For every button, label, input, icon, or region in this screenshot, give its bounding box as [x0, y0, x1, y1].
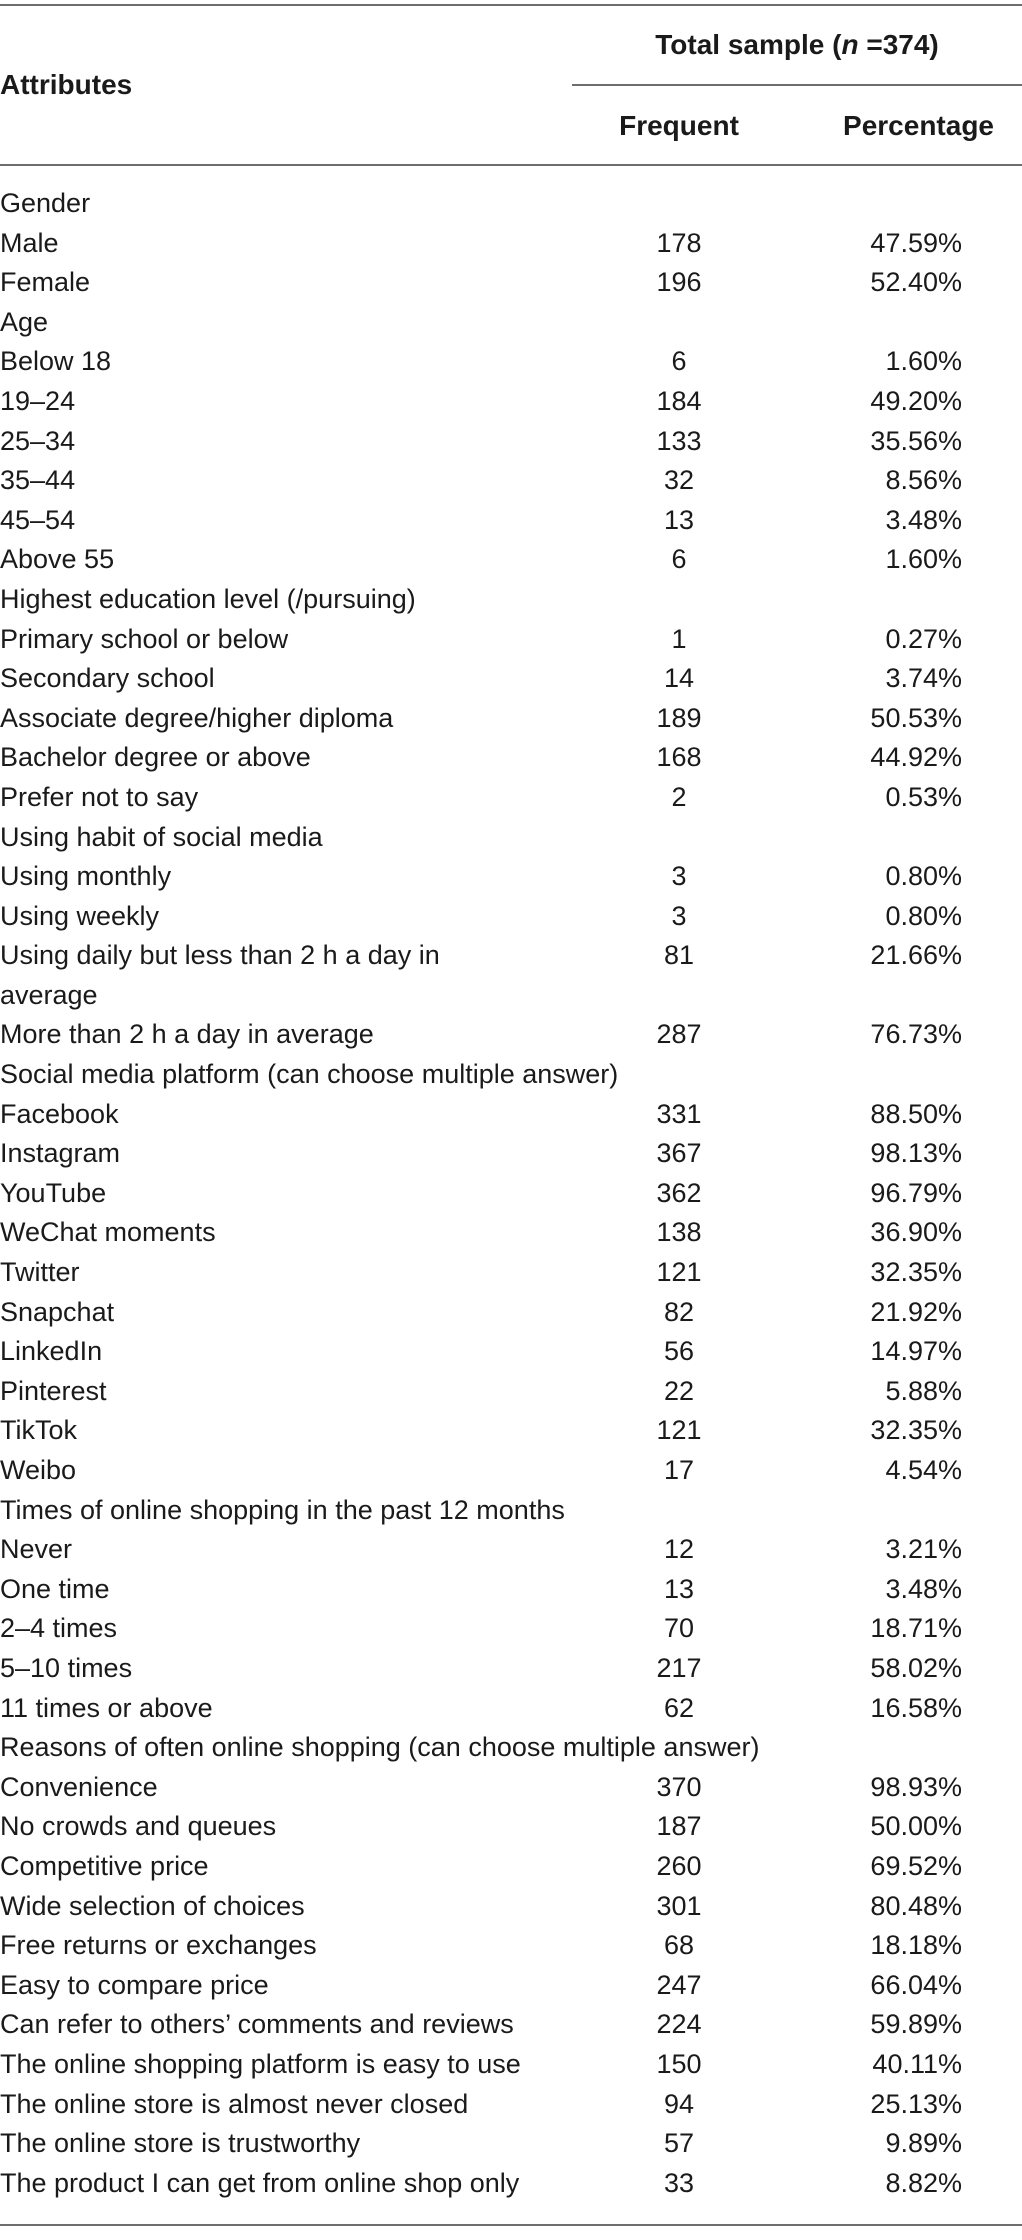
attribute-label: Bachelor degree or above [0, 742, 311, 773]
table-row [0, 1253, 1022, 1293]
frequent-value: 189 [656, 702, 702, 733]
percentage-value: 98.13% [870, 1138, 962, 1169]
frequent-value: 70 [663, 1613, 695, 1644]
percentage-value: 47.59% [870, 227, 962, 258]
attribute-label: Twitter [0, 1257, 80, 1288]
attribute-label: The online store is trustworthy [0, 2128, 361, 2159]
percentage-value: 35.56% [870, 425, 962, 456]
frequent-value: 187 [656, 1811, 702, 1842]
table-row [0, 1847, 1022, 1887]
percentage-value: 14.97% [870, 1336, 962, 1367]
frequent-value: 33 [663, 2167, 695, 2198]
table-row [0, 1768, 1022, 1808]
frequent-value: 331 [656, 1098, 702, 1129]
percentage-value: 0.53% [885, 781, 962, 812]
percentage-value: 50.00% [870, 1811, 962, 1842]
table-row [0, 1411, 1022, 1451]
table-row [0, 263, 1022, 303]
table-row [0, 1293, 1022, 1333]
percentage-value: 18.71% [870, 1613, 962, 1644]
percentage-value: 50.53% [870, 702, 962, 733]
percentage-value: 3.48% [885, 504, 962, 535]
frequent-value: 133 [656, 425, 702, 456]
attribute-label: Competitive price [0, 1850, 209, 1881]
frequent-value: 1 [671, 623, 687, 654]
percentage-value: 3.21% [885, 1534, 962, 1565]
table-row [0, 1213, 1022, 1253]
table-row [0, 2045, 1022, 2085]
percentage-value: 66.04% [870, 1969, 962, 2000]
percentage-value: 32.35% [870, 1257, 962, 1288]
table-row [0, 1807, 1022, 1847]
section-header-row [0, 1055, 1022, 1095]
table-row [0, 1174, 1022, 1214]
frequent-value: 2 [671, 781, 687, 812]
attribute-label: 45–54 [0, 504, 76, 535]
section-header-row [0, 1728, 1022, 1768]
table-row [0, 1570, 1022, 1610]
frequent-value: 168 [656, 742, 702, 773]
percentage-value: 1.60% [885, 544, 962, 575]
attribute-label: LinkedIn [0, 1336, 103, 1367]
percentage-value: 69.52% [870, 1850, 962, 1881]
attribute-label: 5–10 times [0, 1652, 133, 1683]
table-row [0, 1095, 1022, 1135]
frequent-value: 68 [663, 1930, 695, 1961]
attribute-label: 2–4 times [0, 1613, 118, 1644]
frequent-value: 362 [656, 1177, 702, 1208]
percentage-value: 9.89% [885, 2128, 962, 2159]
table-row [0, 1926, 1022, 1966]
percentage-value: 80.48% [870, 1890, 962, 1921]
percentage-value: 16.58% [870, 1692, 962, 1723]
frequent-value: 32 [663, 465, 695, 496]
attribute-label: The online store is almost never closed [0, 2088, 469, 2119]
table-row [0, 2005, 1022, 2045]
table-row [0, 738, 1022, 778]
attribute-label: No crowds and queues [0, 1811, 277, 1842]
percentage-value: 98.93% [870, 1771, 962, 1802]
attribute-label: Facebook [0, 1098, 119, 1129]
frequent-value: 56 [663, 1336, 695, 1367]
attribute-label: 25–34 [0, 425, 76, 456]
frequent-value: 150 [656, 2048, 702, 2079]
percentage-value: 21.92% [870, 1296, 962, 1327]
percentage-value: 21.66% [870, 940, 962, 971]
attribute-label: Primary school or below [0, 623, 289, 654]
attribute-label: Male [0, 227, 59, 258]
percentage-value: 8.82% [885, 2167, 962, 2198]
frequent-value: 247 [656, 1969, 702, 2000]
section-header-row [0, 184, 1022, 224]
attribute-label: YouTube [0, 1177, 107, 1208]
percentage-value: 5.88% [885, 1375, 962, 1406]
attribute-label: Pinterest [0, 1375, 107, 1406]
percentage-value: 4.54% [885, 1455, 962, 1485]
table-row [0, 778, 1022, 818]
percentage-value: 88.50% [870, 1098, 962, 1129]
attributes-header: Attributes [0, 69, 133, 100]
attribute-label: More than 2 h a day in average [0, 1019, 374, 1050]
percentage-value: 96.79% [870, 1177, 962, 1208]
table-row [0, 897, 1022, 937]
attribute-label: Female [0, 267, 91, 298]
frequent-value: 13 [663, 504, 695, 535]
section-label: Using habit of social media [0, 821, 323, 852]
table-row [0, 857, 1022, 897]
table-row [0, 342, 1022, 382]
frequent-value: 12 [663, 1534, 695, 1565]
table-row [0, 2124, 1022, 2164]
section-label: Reasons of often online shopping (can choose multiple answer) [0, 1732, 760, 1763]
attribute-label: Using monthly [0, 861, 172, 892]
percentage-value: 18.18% [870, 1930, 962, 1961]
attribute-label: The online shopping platform is easy to use [0, 2048, 521, 2079]
section-label: Gender [0, 188, 91, 218]
table-row [0, 1966, 1022, 2006]
percentage-value: 0.27% [885, 623, 962, 654]
frequent-value: 224 [656, 2009, 702, 2040]
frequent-value: 22 [663, 1375, 695, 1406]
frequent-value: 62 [663, 1692, 695, 1723]
frequent-value: 217 [656, 1652, 702, 1683]
frequent-value: 287 [656, 1019, 702, 1050]
section-header-row [0, 818, 1022, 858]
attribute-label: 19–24 [0, 385, 76, 416]
attribute-label: Convenience [0, 1771, 158, 1802]
attribute-label: One time [0, 1573, 110, 1604]
attribute-label: Can refer to others’ comments and reviews [0, 2009, 514, 2040]
section-label: Age [0, 306, 49, 337]
attribute-label: TikTok [0, 1415, 78, 1446]
attribute-label: Associate degree/higher diploma [0, 702, 394, 733]
attribute-label: 11 times or above [0, 1692, 213, 1723]
section-header-row [0, 580, 1022, 620]
percentage-value: 52.40% [870, 267, 962, 298]
percentage-value: 58.02% [870, 1652, 962, 1683]
frequent-value: 57 [663, 2128, 695, 2159]
table-row [0, 540, 1022, 580]
frequent-value: 17 [663, 1455, 695, 1485]
table-row [0, 461, 1022, 501]
percentage-value: 59.89% [870, 2009, 962, 2040]
section-label: Highest education level (/pursuing) [0, 583, 416, 614]
frequent-value: 260 [656, 1850, 702, 1881]
table-row [0, 1530, 1022, 1570]
frequent-value: 184 [656, 385, 702, 416]
frequent-value: 13 [663, 1573, 695, 1604]
percentage-value: 8.56% [885, 465, 962, 496]
table-row [0, 1451, 1022, 1491]
attribute-label: Never [0, 1534, 73, 1565]
spanner-rule [572, 84, 1022, 86]
table-row [0, 620, 1022, 660]
section-header-row [0, 1491, 1022, 1531]
total-sample-n: n [841, 29, 859, 60]
percentage-value: 3.74% [885, 663, 962, 694]
percentage-value: 1.60% [885, 346, 962, 377]
table-row [0, 1134, 1022, 1174]
frequent-value: 196 [656, 267, 702, 298]
attribute-label: 35–44 [0, 465, 76, 496]
table-row [0, 1609, 1022, 1649]
percentage-value: 76.73% [870, 1019, 962, 1050]
attribute-label: Using weekly [0, 900, 160, 931]
percentage-value: 3.48% [885, 1573, 962, 1604]
table-row [0, 1372, 1022, 1412]
frequent-value: 94 [663, 2088, 695, 2119]
attribute-label: Weibo [0, 1455, 77, 1485]
total-sample-suffix: =374) [858, 29, 939, 60]
attribute-label: Snapchat [0, 1296, 115, 1327]
table-row [0, 1015, 1022, 1055]
table-top-rule [0, 4, 1022, 6]
attribute-label: WeChat moments [0, 1217, 216, 1248]
frequent-value: 370 [656, 1771, 702, 1802]
frequent-value: 6 [671, 346, 687, 377]
percentage-value: 44.92% [870, 742, 962, 773]
percentage-value: 0.80% [885, 900, 962, 931]
attribute-label: Using daily but less than 2 h a day in average [0, 940, 440, 1010]
header-bottom-rule [0, 164, 1022, 166]
table-body [0, 184, 1022, 2203]
frequent-value: 81 [663, 940, 695, 971]
frequent-value: 138 [656, 1217, 702, 1248]
frequent-value: 301 [656, 1890, 702, 1921]
attribute-label: Secondary school [0, 663, 215, 694]
percentage-value: 40.11% [872, 2048, 962, 2079]
percentage-value: 25.13% [870, 2088, 962, 2119]
frequent-value: 178 [656, 227, 702, 258]
attribute-label: Prefer not to say [0, 781, 199, 812]
percentage-value: 49.20% [870, 385, 962, 416]
percentage-value: 0.80% [885, 861, 962, 892]
frequent-value: 3 [671, 861, 687, 892]
table-row [0, 501, 1022, 541]
percentage-value: 32.35% [870, 1415, 962, 1446]
percentage-header: Percentage [843, 110, 994, 141]
table-row [0, 2164, 1022, 2204]
table-row [0, 1887, 1022, 1927]
table-row [0, 224, 1022, 264]
frequent-value: 367 [656, 1138, 702, 1169]
table-bottom-rule [0, 2224, 1022, 2226]
table-row [0, 699, 1022, 739]
frequent-value: 3 [671, 900, 687, 931]
total-sample-prefix: Total sample ( [655, 29, 842, 60]
section-label: Social media platform (can choose multiple answer) [0, 1059, 619, 1090]
table-row [0, 1689, 1022, 1729]
attribute-label: Wide selection of choices [0, 1890, 305, 1921]
section-label: Times of online shopping in the past 12 months [0, 1494, 565, 1525]
attribute-label: Free returns or exchanges [0, 1930, 317, 1961]
frequent-value: 121 [656, 1415, 702, 1446]
attribute-label: Below 18 [0, 346, 112, 377]
frequent-value: 6 [671, 544, 687, 575]
attribute-label: Above 55 [0, 544, 115, 575]
frequent-header: Frequent [619, 110, 739, 141]
table-row [0, 936, 1022, 1015]
attribute-label: The product I can get from online shop only [0, 2167, 520, 2198]
table-row [0, 1649, 1022, 1689]
section-header-row [0, 303, 1022, 343]
frequent-value: 121 [656, 1257, 702, 1288]
frequent-value: 82 [663, 1296, 695, 1327]
table-row [0, 422, 1022, 462]
total-sample-header [572, 30, 1022, 60]
percentage-value: 36.90% [870, 1217, 962, 1248]
frequent-value: 14 [663, 663, 695, 694]
table-row [0, 2085, 1022, 2125]
table-row [0, 659, 1022, 699]
attribute-label: Easy to compare price [0, 1969, 269, 2000]
table-row [0, 382, 1022, 422]
attribute-label: Instagram [0, 1138, 121, 1169]
table-row [0, 1332, 1022, 1372]
